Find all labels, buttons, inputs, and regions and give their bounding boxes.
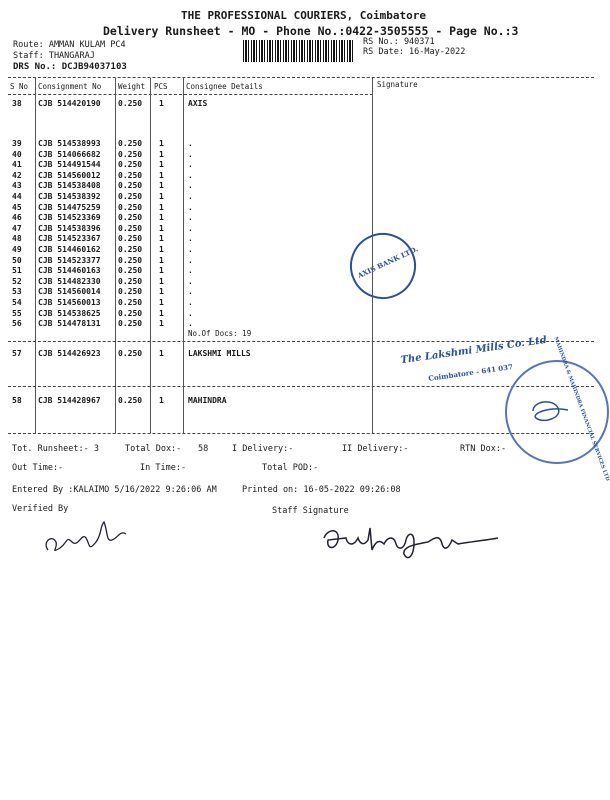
row-pcs: 1 (159, 276, 164, 286)
row-consignment: CJB 514475259 (38, 202, 101, 212)
row-sno: 45 (12, 202, 22, 212)
row-weight: 0.250 (118, 213, 143, 223)
row-consignee: . (188, 234, 193, 244)
row-sno: 39 (12, 139, 22, 148)
table-bottom-divider (8, 433, 594, 434)
company-title: THE PROFESSIONAL COURIERS, Coimbatore (181, 9, 427, 22)
printed-on: Printed on: 16-05-2022 09:26:08 (242, 485, 401, 495)
col-consignment: Consignment No (38, 82, 102, 91)
row-consignee: . (188, 202, 193, 212)
row-pcs: 1 (159, 319, 164, 329)
in-time: In Time:- (140, 463, 187, 473)
row-pcs: 1 (159, 266, 164, 276)
out-time: Out Time:- (12, 463, 64, 473)
staff-signature-label: Staff Signature (272, 506, 349, 516)
row-weight: 0.250 (118, 160, 143, 170)
row-sno: 52 (12, 276, 22, 286)
total-pod: Total POD:- (262, 463, 319, 473)
col-consignee: Consignee Details (186, 82, 263, 91)
row-weight: 0.250 (118, 255, 143, 265)
col-pcs: PCS (154, 82, 168, 91)
row-sno: 51 (12, 266, 22, 276)
row-consignment: CJB 514460162 (38, 245, 101, 254)
row-sno: 55 (12, 308, 22, 318)
row-pcs: 1 (159, 245, 164, 254)
row-pcs: 1 (159, 349, 164, 358)
row-pcs: 1 (159, 287, 164, 297)
row-sno: 41 (12, 160, 22, 170)
row-consignment: CJB 514560013 (38, 298, 101, 307)
row-sno: 53 (12, 287, 22, 297)
row-sno: 57 (12, 349, 22, 358)
row-consignment: CJB 514538392 (38, 192, 101, 201)
row-weight: 0.250 (118, 298, 143, 307)
initial-signature (528, 396, 573, 426)
row-consignment: CJB 514426923 (38, 349, 101, 358)
row-weight: 0.250 (118, 223, 143, 233)
row-consignee: MAHINDRA (188, 396, 227, 405)
drs-label: DRS No.: DCJB94037103 (13, 62, 127, 72)
total-dox-value: 58 (198, 444, 209, 454)
row-sno: 42 (12, 170, 22, 180)
row-consignment: CJB 514478131 (38, 319, 101, 329)
row-sno: 56 (12, 319, 22, 329)
row-sno: 47 (12, 223, 22, 233)
row-sno: 38 (12, 99, 22, 108)
row-consignee: . (188, 308, 193, 318)
row-consignee: . (188, 245, 193, 254)
table-row (0, 139, 600, 150)
row-pcs: 1 (159, 234, 164, 244)
row-sno: 58 (12, 396, 22, 405)
row-consignee: . (188, 170, 193, 180)
row-pcs: 1 (159, 192, 164, 201)
row-sno: 44 (12, 192, 22, 201)
row-weight: 0.250 (118, 349, 143, 358)
tot-runsheet: Tot. Runsheet:- 3 (12, 444, 99, 454)
row-consignment: CJB 514538408 (38, 181, 101, 191)
row-weight: 0.250 (118, 181, 143, 191)
row-pcs: 1 (159, 149, 164, 159)
row-sno: 40 (12, 149, 22, 159)
row-sno: 48 (12, 234, 22, 244)
row-weight: 0.250 (118, 139, 143, 148)
rs-number: RS No.: 940371 (363, 37, 435, 47)
table-row (0, 277, 600, 288)
row-consignee: AXIS (188, 99, 208, 108)
row-consignee: . (188, 223, 193, 233)
row-sno: 49 (12, 245, 22, 254)
row-consignee: LAKSHMI MILLS (188, 349, 251, 358)
row-consignment: CJB 514066682 (38, 149, 101, 159)
i-delivery: I Delivery:- (232, 444, 294, 454)
verifier-signature (38, 512, 133, 562)
row-pcs: 1 (159, 223, 164, 233)
row-consignment: CJB 514523369 (38, 213, 101, 223)
row-pcs: 1 (159, 170, 164, 180)
row-sno: 54 (12, 298, 22, 307)
row-consignee: . (188, 149, 193, 159)
runsheet-subtitle: Delivery Runsheet - MO - Phone No.:0422-3505555 - Page No.:3 (103, 24, 519, 38)
rtn-dox: RTN Dox:- (460, 444, 507, 454)
row-pcs: 1 (159, 298, 164, 307)
row-pcs: 1 (159, 160, 164, 170)
table-row (0, 160, 600, 171)
row-consignment: CJB 514420190 (38, 99, 101, 108)
route-label: Route: AMMAN KULAM PC4 (13, 40, 126, 50)
row-consignment: CJB 514538993 (38, 139, 101, 148)
verified-by-label: Verified By (12, 504, 69, 514)
col-signature: Signature (377, 80, 418, 89)
table-row (0, 319, 600, 330)
table-row (0, 171, 600, 182)
table-row (0, 203, 600, 214)
stamp-text: AXIS BANK LTD. (355, 244, 420, 281)
row-weight: 0.250 (118, 396, 143, 405)
row-pcs: 1 (159, 213, 164, 223)
table-row (0, 224, 600, 235)
col-sno: S No (10, 82, 29, 91)
row-consignee: . (188, 213, 193, 223)
row-consignment: CJB 514523367 (38, 234, 101, 244)
row-weight: 0.250 (118, 287, 143, 297)
ii-delivery: II Delivery:- (342, 444, 409, 454)
row-consignment: CJB 514460163 (38, 266, 101, 276)
row-pcs: 1 (159, 202, 164, 212)
row-consignee: . (188, 139, 193, 148)
row-weight: 0.250 (118, 266, 143, 276)
row-weight: 0.250 (118, 192, 143, 201)
row-consignee: . (188, 319, 193, 329)
staff-signature (318, 510, 503, 565)
barcode (243, 40, 353, 62)
rs-date: RS Date: 16-May-2022 (363, 47, 466, 57)
row-pcs: 1 (159, 181, 164, 191)
header-top-divider (8, 77, 594, 78)
lakshmi-mills-address: Coimbatore - 641 037 (427, 362, 514, 383)
row-weight: 0.250 (118, 276, 143, 286)
table-row (0, 150, 600, 161)
table-row (0, 181, 600, 192)
row-consignment: CJB 514491544 (38, 160, 101, 170)
row-weight: 0.250 (118, 234, 143, 244)
row-consignee: . (188, 192, 193, 201)
stamp-text: MAHINDRA & MAHINDRA FINANCIAL SERVICES LTD (552, 336, 610, 482)
group-divider (8, 386, 594, 387)
row-consignee: . (188, 276, 193, 286)
row-consignment: CJB 514538396 (38, 223, 101, 233)
row-consignee: . (188, 298, 193, 307)
row-consignment: CJB 514523377 (38, 255, 101, 265)
row-weight: 0.250 (118, 245, 143, 254)
row-sno: 43 (12, 181, 22, 191)
table-row (0, 256, 600, 267)
table-row (0, 298, 600, 309)
staff-label: Staff: THANGARAJ (13, 51, 95, 61)
table-row (0, 192, 600, 203)
row-weight: 0.250 (118, 319, 143, 329)
row-weight: 0.250 (118, 308, 143, 318)
row-consignee: . (188, 160, 193, 170)
table-row (0, 213, 600, 224)
lakshmi-mills-stamp: The Lakshmi Mills Co. Ltd (399, 334, 548, 367)
docs-count-note: No.Of Docs: 19 (188, 329, 252, 338)
header-bottom-divider (8, 94, 373, 95)
row-pcs: 1 (159, 139, 164, 148)
total-dox-label: Total Dox:- (125, 444, 182, 454)
row-pcs: 1 (159, 308, 164, 318)
table-row (0, 245, 600, 256)
entered-by: Entered By :KALAIMO 5/16/2022 9:26:06 AM (12, 485, 217, 495)
row-consignment: CJB 514560014 (38, 287, 101, 297)
row-pcs: 1 (159, 255, 164, 265)
row-consignment: CJB 514428967 (38, 396, 101, 405)
row-consignment: CJB 514560012 (38, 170, 101, 180)
table-row (0, 266, 600, 277)
row-pcs: 1 (159, 99, 164, 108)
row-pcs: 1 (159, 396, 164, 405)
row-consignee: . (188, 181, 193, 191)
row-consignee: . (188, 255, 193, 265)
table-row (0, 287, 600, 298)
row-consignee: . (188, 266, 193, 276)
table-row (0, 234, 600, 245)
table-row (0, 309, 600, 320)
row-weight: 0.250 (118, 99, 143, 108)
row-sno: 50 (12, 255, 22, 265)
row-weight: 0.250 (118, 149, 143, 159)
row-consignment: CJB 514482330 (38, 276, 101, 286)
table-row (0, 99, 600, 110)
row-sno: 46 (12, 213, 22, 223)
row-weight: 0.250 (118, 170, 143, 180)
row-consignee: . (188, 287, 193, 297)
row-weight: 0.250 (118, 202, 143, 212)
col-weight: Weight (118, 82, 146, 91)
row-consignment: CJB 514538625 (38, 308, 101, 318)
